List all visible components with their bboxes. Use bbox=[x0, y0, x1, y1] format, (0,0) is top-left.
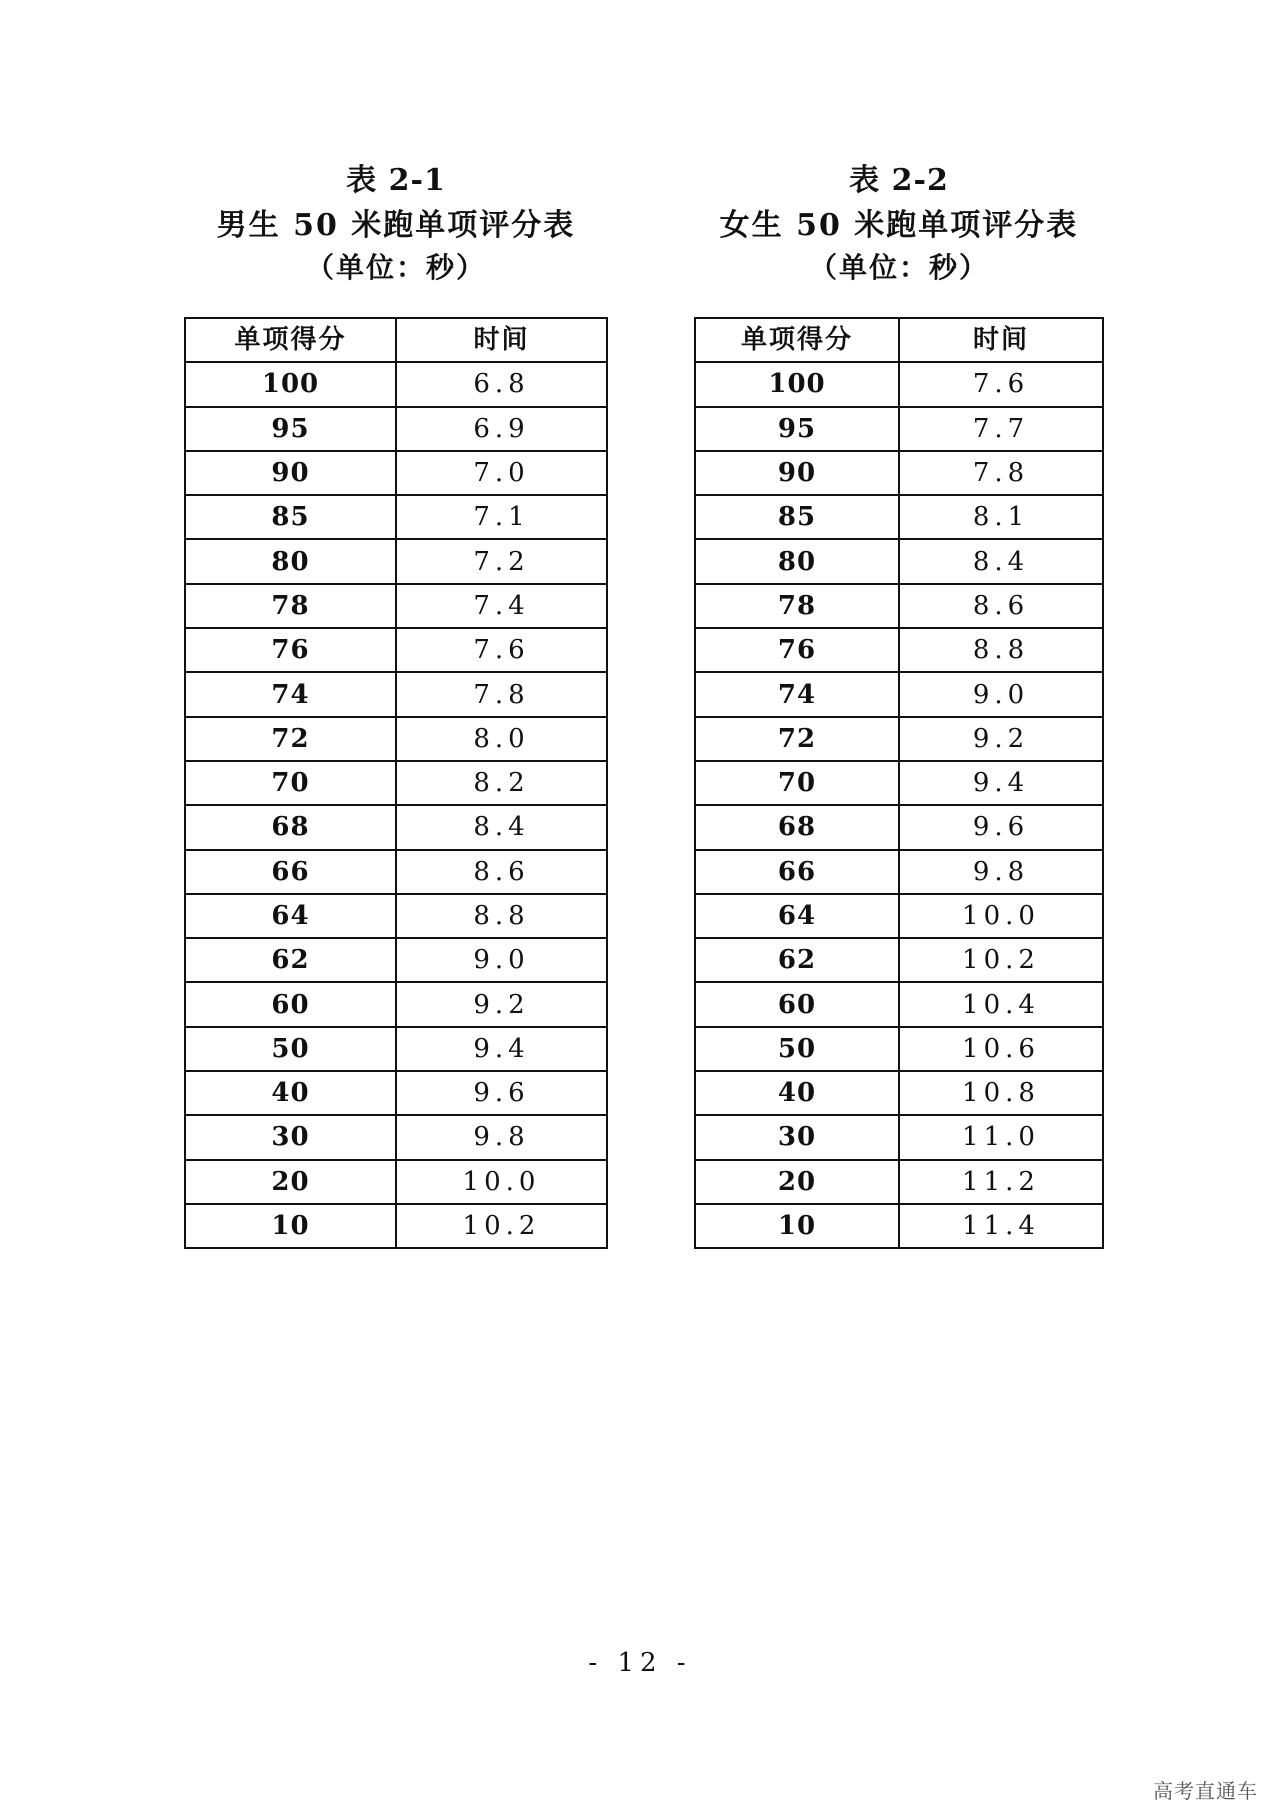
time-cell: 9.0 bbox=[899, 672, 1103, 716]
score-cell: 74 bbox=[185, 672, 396, 716]
table-row bbox=[695, 982, 1103, 1026]
table-row bbox=[185, 451, 607, 495]
score-cell: 50 bbox=[695, 1027, 899, 1071]
time-cell: 7.7 bbox=[899, 407, 1103, 451]
score-cell: 100 bbox=[695, 362, 899, 406]
score-cell: 66 bbox=[695, 850, 899, 894]
score-cell: 68 bbox=[695, 805, 899, 849]
score-cell: 20 bbox=[695, 1160, 899, 1204]
score-cell: 90 bbox=[695, 451, 899, 495]
table-row bbox=[695, 628, 1103, 672]
table-title: 男生 50 米跑单项评分表 bbox=[216, 208, 576, 243]
score-cell: 72 bbox=[185, 717, 396, 761]
score-cell: 62 bbox=[695, 938, 899, 982]
time-cell: 7.8 bbox=[396, 672, 607, 716]
time-cell: 6.8 bbox=[396, 362, 607, 406]
score-cell: 85 bbox=[185, 495, 396, 539]
score-cell: 62 bbox=[185, 938, 396, 982]
score-cell: 10 bbox=[695, 1204, 899, 1248]
time-cell: 11.0 bbox=[899, 1115, 1103, 1159]
score-cell: 78 bbox=[695, 584, 899, 628]
time-cell: 8.6 bbox=[396, 850, 607, 894]
score-cell: 30 bbox=[695, 1115, 899, 1159]
time-cell: 6.9 bbox=[396, 407, 607, 451]
table-row bbox=[695, 938, 1103, 982]
time-cell: 7.1 bbox=[396, 495, 607, 539]
table-row bbox=[695, 894, 1103, 938]
score-cell: 64 bbox=[695, 894, 899, 938]
time-cell: 7.6 bbox=[899, 362, 1103, 406]
table-row bbox=[185, 894, 607, 938]
score-cell: 64 bbox=[185, 894, 396, 938]
score-cell: 50 bbox=[185, 1027, 396, 1071]
time-cell: 10.2 bbox=[396, 1204, 607, 1248]
score-cell: 74 bbox=[695, 672, 899, 716]
score-cell: 100 bbox=[185, 362, 396, 406]
score-cell: 30 bbox=[185, 1115, 396, 1159]
table-row bbox=[185, 1071, 607, 1115]
time-cell: 11.2 bbox=[899, 1160, 1103, 1204]
table-header-row bbox=[185, 318, 607, 362]
table-row bbox=[185, 539, 607, 583]
score-cell: 68 bbox=[185, 805, 396, 849]
table-row bbox=[185, 362, 607, 406]
table-row bbox=[695, 1160, 1103, 1204]
score-cell: 80 bbox=[695, 539, 899, 583]
table-header-row bbox=[695, 318, 1103, 362]
score-cell: 95 bbox=[695, 407, 899, 451]
table-row bbox=[695, 451, 1103, 495]
time-cell: 11.4 bbox=[899, 1204, 1103, 1248]
time-cell: 9.8 bbox=[396, 1115, 607, 1159]
table-row bbox=[695, 761, 1103, 805]
table-row bbox=[695, 850, 1103, 894]
table-row bbox=[185, 1204, 607, 1248]
score-cell: 66 bbox=[185, 850, 396, 894]
time-cell: 8.4 bbox=[396, 805, 607, 849]
page-number: - 12 - bbox=[588, 1648, 692, 1678]
table-row bbox=[185, 1027, 607, 1071]
table-title: 女生 50 米跑单项评分表 bbox=[719, 208, 1079, 243]
table-row bbox=[695, 1115, 1103, 1159]
time-cell: 9.0 bbox=[396, 938, 607, 982]
table-row bbox=[185, 672, 607, 716]
time-cell: 10.2 bbox=[899, 938, 1103, 982]
time-cell: 10.0 bbox=[899, 894, 1103, 938]
table-row bbox=[185, 850, 607, 894]
time-cell: 10.4 bbox=[899, 982, 1103, 1026]
time-cell: 8.4 bbox=[899, 539, 1103, 583]
table-row bbox=[695, 1027, 1103, 1071]
score-cell: 10 bbox=[185, 1204, 396, 1248]
table-unit: （单位：秒） bbox=[808, 251, 989, 284]
time-cell: 10.8 bbox=[899, 1071, 1103, 1115]
time-cell: 8.0 bbox=[396, 717, 607, 761]
time-cell: 8.6 bbox=[899, 584, 1103, 628]
table-row bbox=[695, 805, 1103, 849]
time-cell: 10.6 bbox=[899, 1027, 1103, 1071]
table-row bbox=[695, 539, 1103, 583]
table-unit: （单位：秒） bbox=[305, 251, 486, 284]
time-cell: 8.8 bbox=[899, 628, 1103, 672]
table-row bbox=[185, 805, 607, 849]
time-cell: 10.0 bbox=[396, 1160, 607, 1204]
score-cell: 72 bbox=[695, 717, 899, 761]
table-row bbox=[185, 628, 607, 672]
table-row bbox=[695, 1204, 1103, 1248]
table-row bbox=[695, 717, 1103, 761]
score-cell: 60 bbox=[695, 982, 899, 1026]
table-row bbox=[695, 362, 1103, 406]
table-number: 表 2-1 bbox=[346, 163, 446, 198]
time-cell: 9.4 bbox=[396, 1027, 607, 1071]
time-cell: 9.4 bbox=[899, 761, 1103, 805]
time-cell: 9.8 bbox=[899, 850, 1103, 894]
table-row bbox=[185, 717, 607, 761]
time-cell: 8.2 bbox=[396, 761, 607, 805]
score-cell: 40 bbox=[185, 1071, 396, 1115]
score-cell: 85 bbox=[695, 495, 899, 539]
table-row bbox=[185, 761, 607, 805]
watermark: 高考直通车 bbox=[1153, 1779, 1258, 1803]
score-cell: 40 bbox=[695, 1071, 899, 1115]
score-cell: 20 bbox=[185, 1160, 396, 1204]
time-cell: 7.2 bbox=[396, 539, 607, 583]
score-cell: 90 bbox=[185, 451, 396, 495]
score-cell: 70 bbox=[185, 761, 396, 805]
table-row bbox=[185, 1115, 607, 1159]
score-table-girls bbox=[694, 317, 1104, 1249]
header-score: 单项得分 bbox=[185, 318, 396, 362]
header-time: 时间 bbox=[396, 318, 607, 362]
score-table-boys bbox=[184, 317, 608, 1249]
table-number: 表 2-2 bbox=[849, 163, 949, 198]
table-row bbox=[695, 495, 1103, 539]
score-cell: 70 bbox=[695, 761, 899, 805]
score-cell: 76 bbox=[185, 628, 396, 672]
table-row bbox=[185, 495, 607, 539]
time-cell: 7.4 bbox=[396, 584, 607, 628]
table-row bbox=[185, 938, 607, 982]
time-cell: 8.1 bbox=[899, 495, 1103, 539]
table-row bbox=[185, 584, 607, 628]
score-cell: 80 bbox=[185, 539, 396, 583]
time-cell: 7.6 bbox=[396, 628, 607, 672]
table-row bbox=[695, 1071, 1103, 1115]
table-row bbox=[185, 1160, 607, 1204]
time-cell: 9.6 bbox=[899, 805, 1103, 849]
table-row bbox=[185, 982, 607, 1026]
table-row bbox=[695, 407, 1103, 451]
time-cell: 9.6 bbox=[396, 1071, 607, 1115]
time-cell: 9.2 bbox=[899, 717, 1103, 761]
time-cell: 8.8 bbox=[396, 894, 607, 938]
time-cell: 9.2 bbox=[396, 982, 607, 1026]
table-row bbox=[695, 584, 1103, 628]
score-cell: 60 bbox=[185, 982, 396, 1026]
table-row bbox=[185, 407, 607, 451]
score-cell: 78 bbox=[185, 584, 396, 628]
table-row bbox=[695, 672, 1103, 716]
score-cell: 95 bbox=[185, 407, 396, 451]
time-cell: 7.8 bbox=[899, 451, 1103, 495]
header-time: 时间 bbox=[899, 318, 1103, 362]
time-cell: 7.0 bbox=[396, 451, 607, 495]
header-score: 单项得分 bbox=[695, 318, 899, 362]
score-cell: 76 bbox=[695, 628, 899, 672]
